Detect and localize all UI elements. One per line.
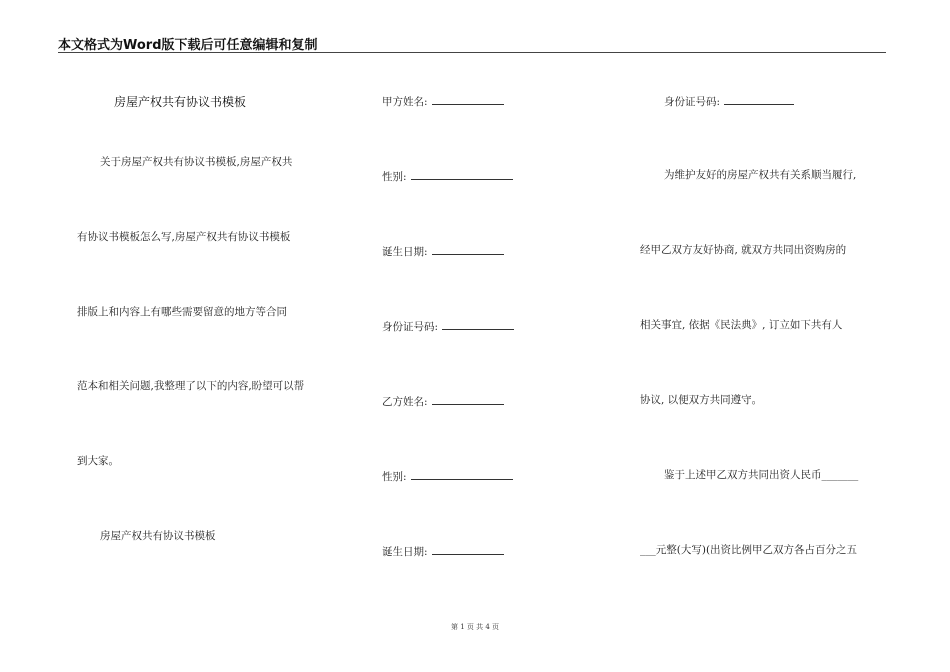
agreement-line-6: ___元整(大写)(出资比例甲乙双方各占百分之五 xyxy=(640,544,858,556)
page-header: 本文格式为Word版下载后可任意编辑和复制 xyxy=(58,38,318,53)
party-b-gender-label: 性别: xyxy=(382,471,407,483)
party-b-name-field xyxy=(382,393,504,409)
agreement-line-2: 经甲乙双方友好协商, 就双方共同出资购房的 xyxy=(640,244,847,256)
party-a-gender-label: 性别: xyxy=(382,171,407,183)
party-a-birthdate-blank xyxy=(432,243,504,255)
party-b-id-field xyxy=(664,93,794,109)
party-b-name-blank xyxy=(432,393,504,405)
party-b-birthdate-field xyxy=(382,543,504,559)
agreement-line-1: 为维护友好的房屋产权共有关系顺当履行, xyxy=(664,169,857,181)
intro-line-3: 排版上和内容上有哪些需要留意的地方等合同 xyxy=(77,306,287,318)
party-a-birthdate-label: 诞生日期: xyxy=(382,246,428,258)
page-number-footer: 第 1 页 共 4 页 xyxy=(450,623,500,631)
party-a-id-field xyxy=(382,318,514,334)
intro-line-2: 有协议书模板怎么写,房屋产权共有协议书模板 xyxy=(77,231,291,243)
party-a-name-blank xyxy=(432,93,504,105)
intro-line-1: 关于房屋产权共有协议书模板,房屋产权共 xyxy=(100,156,293,168)
document-subtitle: 房屋产权共有协议书模板 xyxy=(100,530,216,542)
header-rule xyxy=(58,52,886,53)
party-b-gender-blank xyxy=(411,468,513,480)
party-a-name-label: 甲方姓名: xyxy=(382,96,428,108)
agreement-line-5: 鉴于上述甲乙双方共同出资人民币_______ xyxy=(664,469,859,481)
party-b-id-label: 身份证号码: xyxy=(664,96,721,108)
intro-line-5: 到大家。 xyxy=(77,455,119,467)
party-b-birthdate-label: 诞生日期: xyxy=(382,546,428,558)
party-a-id-blank xyxy=(442,318,514,330)
party-b-birthdate-blank xyxy=(432,543,504,555)
party-b-gender-field xyxy=(382,468,513,484)
party-a-name-field xyxy=(382,93,504,109)
document-title: 房屋产权共有协议书模板 xyxy=(114,95,247,109)
party-a-id-label: 身份证号码: xyxy=(382,321,439,333)
party-a-gender-field xyxy=(382,168,513,184)
party-a-birthdate-field xyxy=(382,243,504,259)
intro-line-4: 范本和相关问题,我整理了以下的内容,盼望可以帮 xyxy=(77,380,305,392)
agreement-line-3: 相关事宜, 依据《民法典》, 订立如下共有人 xyxy=(640,319,843,331)
party-b-id-blank xyxy=(724,93,794,105)
party-b-name-label: 乙方姓名: xyxy=(382,396,428,408)
party-a-gender-blank xyxy=(411,168,513,180)
agreement-line-4: 协议, 以便双方共同遵守。 xyxy=(640,394,763,406)
